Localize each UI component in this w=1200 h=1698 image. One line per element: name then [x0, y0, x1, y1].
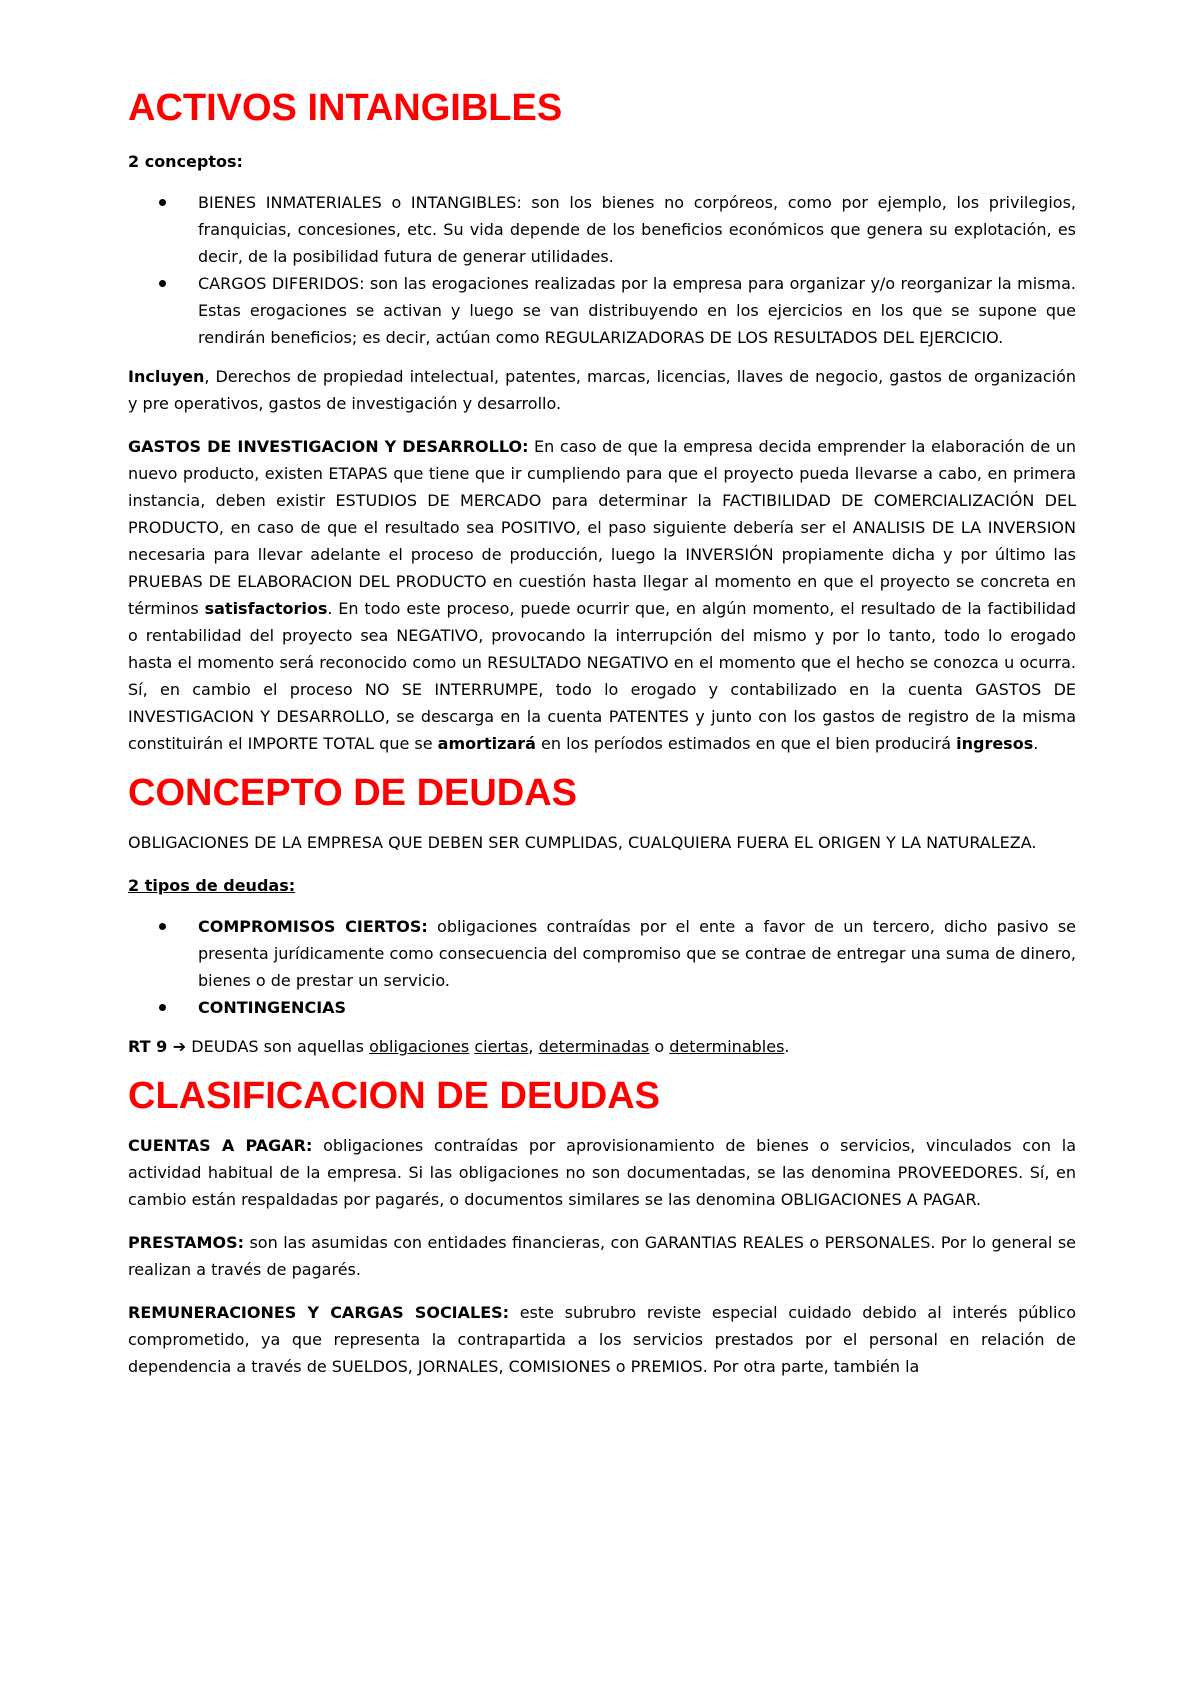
- remuneraciones-text: este subrubro reviste especial cuidado debido al interés público comprometido, ya que representa la contrapartida a los servicios prestados por el personal en relación de dependencia a través de SUELDOS, JORNALES, COMISIONES o PREMIOS. Por otra parte, también la: [128, 1303, 1076, 1376]
- bold-term: amortizará: [437, 734, 536, 753]
- obligaciones-paragraph: OBLIGACIONES DE LA EMPRESA QUE DEBEN SER CUMPLIDAS, CUALQUIERA FUERA EL ORIGEN Y LA NATURALEZA.: [128, 833, 1037, 852]
- rt9-paragraph: [128, 1033, 1076, 1060]
- heading-concepto-deudas: CONCEPTO DE DEUDAS: [128, 772, 578, 814]
- incluyen-label: Incluyen: [128, 367, 205, 386]
- remuneraciones-label: REMUNERACIONES Y CARGAS SOCIALES:: [128, 1303, 510, 1322]
- tipos-list: [128, 913, 1076, 1021]
- tipos-label: 2 tipos de deudas:: [128, 876, 296, 895]
- gastos-text: . En todo este proceso, puede ocurrir que, en algún momento, el resultado de la factibilidad o rentabilidad del proyecto sea NEGATIVO, provocando la interrupción del mismo y por lo tanto, todo lo erogado hasta el momento será reconocido como un RESULTADO NEGATIVO en el momento que el hecho se conozca u ocurra. Sí, en cambio el proceso NO SE INTERRUMPE, todo lo erogado y contabilizado en la cuenta GASTOS DE INVESTIGACION Y DESARROLLO, se descarga en la cuenta PATENTES y junto con los gastos de registro de la misma constituirán el IMPORTE TOTAL que se: [128, 599, 1077, 753]
- separator: ,: [528, 1037, 539, 1056]
- bold-term: satisfactorios: [204, 599, 328, 618]
- gastos-text: En caso de que la empresa decida emprender la elaboración de un nuevo producto, existen ETAPAS que tiene que ir cumpliendo para que el proyecto pueda llevarse a cabo, en primera instancia, deben existir ESTUDIOS DE MERCADO para determinar la FACTIBILIDAD DE COMERCIALIZACIÓN DEL PRODUCTO, en caso de que el resultado sea POSITIVO, el paso siguiente debería ser el ANALISIS DE LA INVERSION necesaria para llevar adelante el proceso de producción, luego la INVERSIÓN propiamente dicha y por último las PRUEBAS DE ELABORACION DEL PRODUCTO en cuestión hasta llegar al momento en que el proyecto se concreta en términos: [128, 437, 1076, 618]
- conceptos-label: 2 conceptos:: [128, 152, 243, 171]
- list-item-text: obligaciones contraídas por el ente a favor de un tercero, dicho pasivo se presenta jurídicamente como consecuencia del compromiso que se contrae de entregar una suma de dinero, bienes o de prestar un servicio.: [198, 917, 1077, 990]
- separator: o: [649, 1037, 670, 1056]
- underlined-term: determinadas: [538, 1037, 650, 1056]
- list-item: BIENES INMATERIALES o INTANGIBLES: son los bienes no corpóreos, como por ejemplo, los privilegios, franquicias, concesiones, etc. Su vida depende de los beneficios económicos que genera su explotación, es decir, de la posibilidad futura de generar utilidades.: [198, 189, 1076, 270]
- prestamos-text: son las asumidas con entidades financieras, con GARANTIAS REALES o PERSONALES. Por lo general se realizan a través de pagarés.: [128, 1233, 1076, 1279]
- underlined-term: obligaciones: [369, 1037, 470, 1056]
- gastos-text: .: [1033, 734, 1039, 753]
- rt9-label: RT 9: [128, 1037, 173, 1056]
- underlined-term: determinables: [669, 1037, 785, 1056]
- gastos-paragraph: [128, 433, 1076, 757]
- incluyen-text: , Derechos de propiedad intelectual, patentes, marcas, licencias, llaves de negocio, gastos de organización y pre operativos, gastos de investigación y desarrollo.: [128, 367, 1076, 413]
- underlined-term: ciertas: [474, 1037, 529, 1056]
- conceptos-list: [128, 189, 1076, 351]
- heading-activos-intangibles: ACTIVOS INTANGIBLES: [128, 87, 563, 129]
- remuneraciones-paragraph: [128, 1299, 1076, 1380]
- heading-clasificacion-deudas: CLASIFICACION DE DEUDAS: [128, 1075, 661, 1117]
- prestamos-label: PRESTAMOS:: [128, 1233, 244, 1252]
- cuentas-paragraph: [128, 1132, 1076, 1213]
- list-item: [198, 994, 1076, 1021]
- cuentas-label: CUENTAS A PAGAR:: [128, 1136, 313, 1155]
- rt9-text: DEUDAS son aquellas: [186, 1037, 370, 1056]
- list-item-label: CONTINGENCIAS: [198, 998, 347, 1017]
- gastos-text: en los períodos estimados en que el bien producirá: [535, 734, 957, 753]
- cuentas-text: obligaciones contraídas por aprovisionamiento de bienes o servicios, vinculados con la actividad habitual de la empresa. Si las obligaciones no son documentadas, se las denomina PROVEEDORES. Sí, en cambio están respaldadas por pagarés, o documentos similares se las denomina OBLIGACIONES A PAGAR.: [128, 1136, 1077, 1209]
- separator: .: [784, 1037, 790, 1056]
- list-item: CARGOS DIFERIDOS: son las erogaciones realizadas por la empresa para organizar y/o reorganizar la misma. Estas erogaciones se activan y luego se van distribuyendo en los ejercicios en los que se supone que rendirán beneficios; es decir, actúan como REGULARIZADORAS DE LOS RESULTADOS DEL EJERCICIO.: [198, 270, 1076, 351]
- list-item: [198, 913, 1076, 994]
- gastos-label: GASTOS DE INVESTIGACION Y DESARROLLO:: [128, 437, 529, 456]
- list-item-label: COMPROMISOS CIERTOS:: [198, 917, 428, 936]
- bold-term: ingresos: [956, 734, 1034, 753]
- arrow-right-icon: ➔: [172, 1037, 187, 1056]
- incluyen-paragraph: [128, 363, 1076, 417]
- prestamos-paragraph: [128, 1229, 1076, 1283]
